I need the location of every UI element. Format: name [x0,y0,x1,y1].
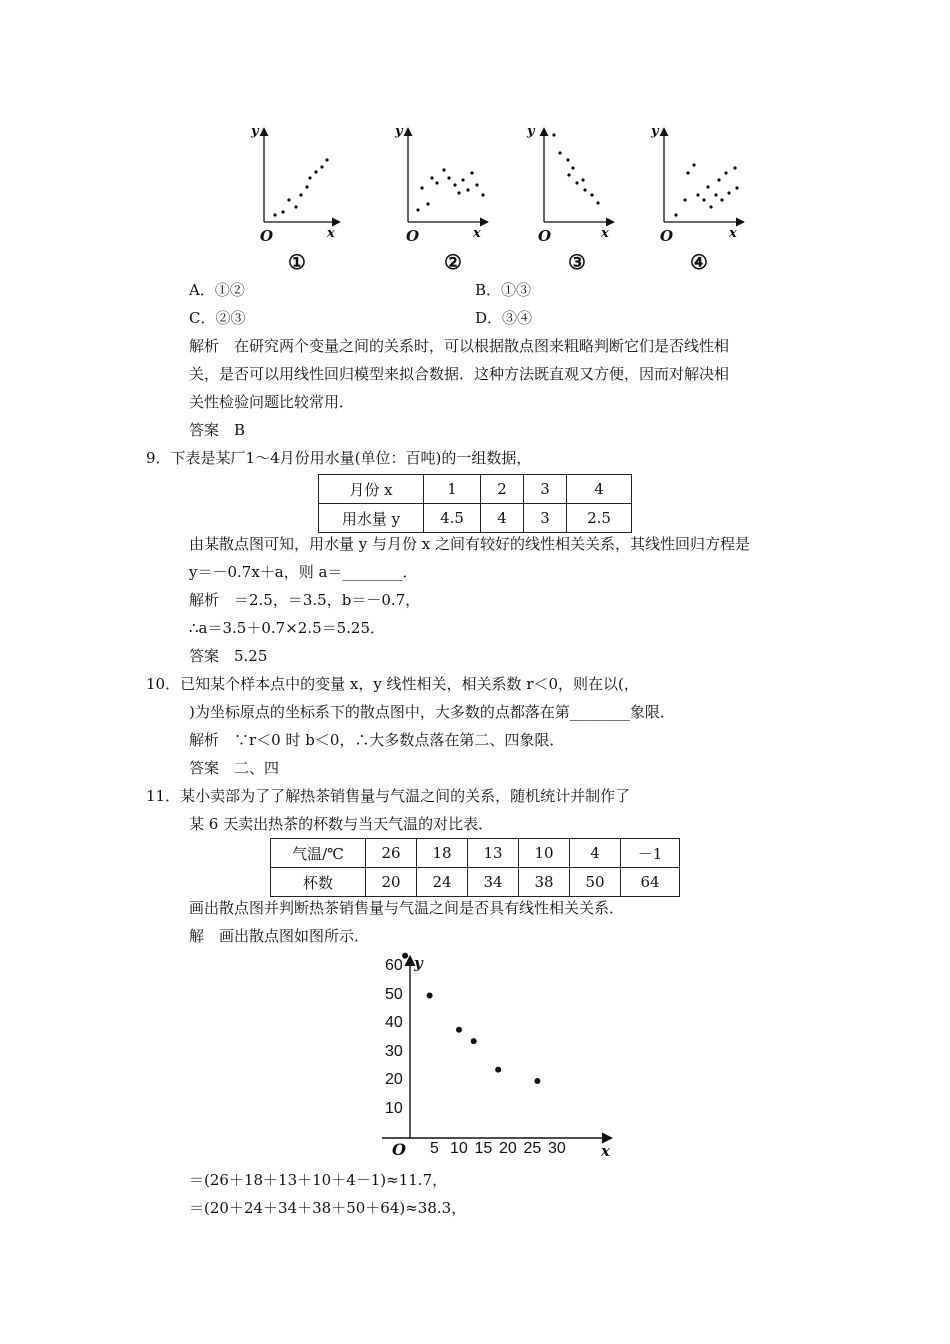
q11-line-1: 11．某小卖部为了了解热茶销售量与气温之间的关系，随机统计并制作了 [146,787,631,805]
q9-answer: 答案 5.25 [189,647,268,665]
q10-line-2: )为坐标原点的坐标系下的散点图中，大多数的点都落在第________象限． [189,703,675,721]
option-a: A．①② [189,281,245,299]
y-tick-label: 10 [385,1099,403,1117]
q9-analysis-2: ∴a＝3.5＋0.7×2.5＝5.25． [189,619,386,637]
data-point [495,1067,501,1073]
plot-1-origin: O [260,227,274,245]
table-cell: 4 [570,839,621,868]
q11-mean-x: ＝(26＋18＋13＋10＋4－1)≈11.7， [189,1171,448,1189]
table-cell: 2 [481,475,524,504]
table-cell: 26 [366,839,417,868]
plot-1-caption: ① [288,250,306,274]
option-b: B．①③ [475,281,532,299]
option-d: D．③④ [475,309,533,327]
plot-1-ylabel: y [251,124,259,139]
y-tick-label: 50 [385,985,403,1003]
plot-3-xlabel: x [601,226,609,241]
x-tick-label: 5 [430,1140,439,1157]
data-point [402,953,408,959]
q9-stem: 9．下表是某厂1～4月份用水量(单位：百吨)的一组数据， [146,449,532,467]
table-cell: 气温/℃ [271,839,366,868]
table-cell: 1 [424,475,481,504]
q10-analysis: 解析 ∵r＜0 时 b＜0，∴大多数点落在第二、四象限． [189,731,565,749]
q9-analysis-1: 解析 ＝2.5，＝3.5，b＝－0.7， [189,591,421,609]
table-cell: 2.5 [567,504,632,533]
y-tick-label: 20 [385,1071,403,1088]
table-cell: 50 [570,868,621,897]
table-cell: 月份 x [319,475,424,504]
plot-1-xlabel: x [327,226,335,241]
table-cell: 用水量 y [319,504,424,533]
table-cell: 10 [519,839,570,868]
table-cell: 38 [519,868,570,897]
table-cell: 64 [621,868,680,897]
table-cell: 34 [468,868,519,897]
chart-ylabel: y [414,954,423,972]
q11-task: 画出散点图并判断热茶销售量与气温之间是否具有线性相关关系． [189,899,625,917]
data-point [534,1078,540,1084]
plot-4-caption: ④ [690,250,708,274]
plot-3-ylabel: y [527,124,535,139]
chart-origin-label: O [392,1140,406,1159]
plot-4-ylabel: y [651,124,659,139]
table-cell: 4.5 [424,504,481,533]
x-tick-label: 30 [548,1140,566,1157]
q8-analysis-line-2: 关，是否可以用线性回归模型来拟合数据．这种方法既直观又方便，因而对解决相 [189,365,730,383]
q8-answer: 答案 B [189,421,246,439]
y-tick-label: 40 [385,1014,403,1031]
data-point [427,993,433,999]
table-cell: 20 [366,868,417,897]
data-point [456,1027,462,1033]
table-cell: 18 [417,839,468,868]
plot-2-caption: ② [444,250,462,274]
plot-2-ylabel: y [395,124,403,139]
plot-2-origin: O [406,227,420,245]
table-cell: 13 [468,839,519,868]
plot-4-origin: O [660,227,674,245]
table-cell: 3 [524,475,567,504]
q10-line-1: 10．已知某个样本点中的变量 x，y 线性相关，相关系数 r＜0，则在以(， [146,675,639,693]
plot-4-xlabel: x [729,226,737,241]
table-cell: 杯数 [271,868,366,897]
q9-text-2: y＝－0.7x＋a，则 a＝________． [189,563,418,581]
q8-analysis-line-1: 解析 在研究两个变量之间的关系时，可以根据散点图来粗略判断它们是否线性相 [189,337,730,355]
y-tick-label: 30 [385,1042,403,1060]
q11-solution: 解 画出散点图如图所示． [189,927,370,945]
plot-3-origin: O [538,227,552,245]
table-cell: 4 [567,475,632,504]
q11-mean-y: ＝(20＋24＋34＋38＋50＋64)≈38.3， [189,1199,467,1217]
plot-2-xlabel: x [473,226,481,241]
q10-answer: 答案 二、四 [189,759,280,777]
table-cell: 4 [481,504,524,533]
q9-text-1: 由某散点图可知，用水量 y 与月份 x 之间有较好的线性相关关系，其线性回归方程是 [189,535,751,553]
chart-xlabel: x [601,1142,610,1160]
q8-analysis-line-3: 关性检验问题比较常用． [189,393,355,411]
x-tick-label: 15 [474,1140,493,1157]
table-cell: 24 [417,868,468,897]
plot-3-caption: ③ [568,250,586,274]
table-cell: 3 [524,504,567,533]
option-c: C．②③ [189,309,246,327]
x-tick-label: 25 [523,1140,542,1157]
x-tick-label: 10 [450,1140,468,1157]
q11-line-2: 某 6 天卖出热茶的杯数与当天气温的对比表． [189,815,494,833]
x-tick-label: 20 [499,1140,517,1157]
data-point [471,1038,477,1044]
table-cell: －1 [621,839,680,868]
y-tick-label: 60 [385,957,403,974]
